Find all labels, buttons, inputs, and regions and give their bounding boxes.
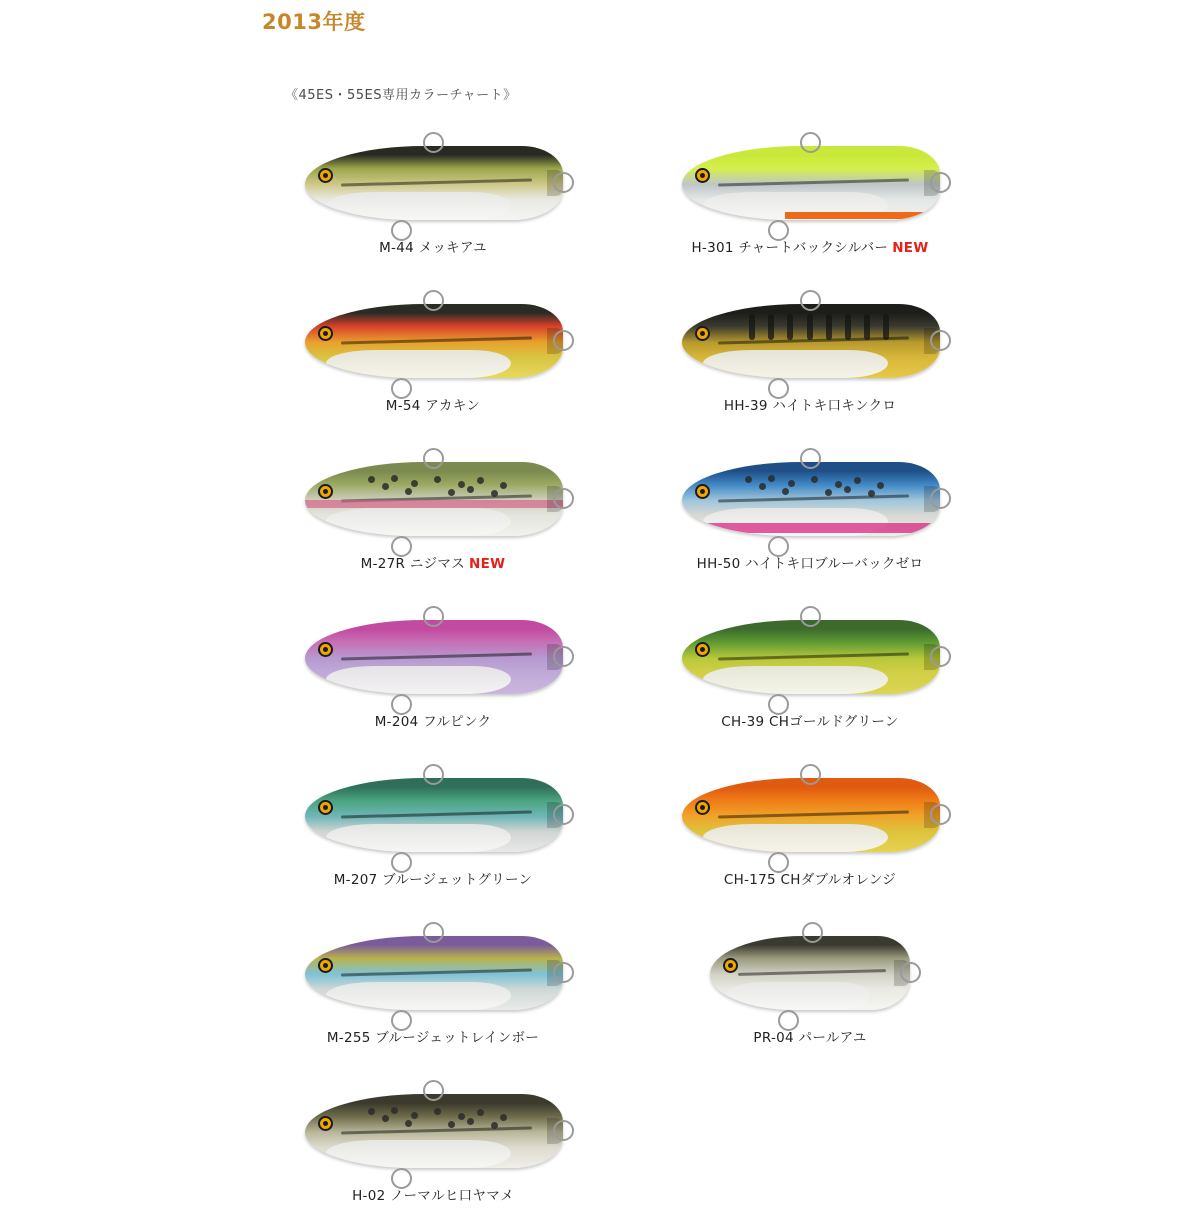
lure-cell	[645, 434, 975, 592]
split-ring-icon	[768, 220, 789, 241]
lure-cell	[645, 750, 975, 908]
split-ring-icon	[391, 1168, 412, 1189]
lure-body	[305, 462, 563, 536]
chart-note: 《45ES・55ES専用カラーチャート》	[285, 88, 517, 103]
lure-belly	[726, 982, 870, 1010]
eye-icon	[695, 800, 710, 815]
eye-icon	[318, 326, 333, 341]
lure-label	[268, 1026, 598, 1046]
eye-icon	[318, 1116, 333, 1131]
eye-icon	[723, 958, 738, 973]
side-band	[305, 500, 563, 508]
split-ring-icon	[930, 646, 951, 667]
lure-label	[645, 236, 975, 256]
split-ring-icon	[930, 804, 951, 825]
lure-belly	[326, 350, 512, 378]
lure-belly	[326, 508, 512, 536]
lure-body	[682, 462, 940, 536]
lure-illustration	[283, 276, 583, 394]
spot-pattern	[739, 474, 904, 501]
split-ring-icon	[930, 172, 951, 193]
split-ring-icon	[768, 852, 789, 873]
lateral-line	[718, 810, 909, 818]
split-ring-icon	[930, 330, 951, 351]
lure-belly	[326, 982, 512, 1010]
eye-icon	[695, 642, 710, 657]
lure-illustration	[283, 118, 583, 236]
lure-illustration	[660, 908, 960, 1026]
split-ring-icon	[391, 694, 412, 715]
split-ring-icon	[800, 606, 821, 627]
split-ring-icon	[800, 290, 821, 311]
lure-body-shape	[305, 620, 563, 694]
lure-body	[682, 304, 940, 378]
split-ring-icon	[553, 962, 574, 983]
lure-label	[645, 868, 975, 888]
eye-icon	[695, 484, 710, 499]
split-ring-icon	[391, 1010, 412, 1031]
lure-illustration	[283, 908, 583, 1026]
new-badge: NEW	[469, 556, 506, 572]
split-ring-icon	[423, 448, 444, 469]
lure-column-left	[268, 118, 598, 1224]
lure-cell	[645, 276, 975, 434]
split-ring-icon	[553, 330, 574, 351]
split-ring-icon	[553, 172, 574, 193]
lure-cell	[268, 908, 598, 1066]
lure-cell	[268, 434, 598, 592]
split-ring-icon	[391, 378, 412, 399]
split-ring-icon	[930, 488, 951, 509]
split-ring-icon	[553, 804, 574, 825]
lure-belly	[326, 666, 512, 694]
lure-body	[305, 1094, 563, 1168]
lure-belly	[326, 1140, 512, 1168]
lure-cell	[268, 276, 598, 434]
split-ring-icon	[553, 646, 574, 667]
split-ring-icon	[391, 536, 412, 557]
lure-cell	[268, 1066, 598, 1224]
lure-body-shape	[682, 778, 940, 852]
lure-body	[710, 936, 910, 1010]
lure-label	[268, 868, 598, 888]
lure-label-text: M-54 アカキン	[385, 398, 481, 414]
lateral-line	[718, 652, 909, 660]
lure-body-shape	[305, 146, 563, 220]
lure-body	[305, 146, 563, 220]
lure-illustration	[660, 434, 960, 552]
spot-pattern	[362, 1106, 527, 1133]
lure-label	[645, 710, 975, 730]
lure-illustration	[283, 592, 583, 710]
eye-icon	[695, 326, 710, 341]
lateral-line	[738, 969, 886, 976]
lure-body-shape	[682, 146, 940, 220]
lateral-line	[341, 810, 532, 818]
lure-belly	[703, 350, 889, 378]
eye-icon	[318, 484, 333, 499]
lure-body	[682, 778, 940, 852]
split-ring-icon	[423, 922, 444, 943]
lure-illustration	[660, 592, 960, 710]
lure-belly	[326, 192, 512, 220]
split-ring-icon	[900, 962, 921, 983]
lure-label-text: M-207 ブルージェットグリーン	[333, 872, 533, 888]
lure-cell	[645, 592, 975, 750]
lure-label	[268, 236, 598, 256]
lure-body-shape	[305, 778, 563, 852]
lure-body-shape	[305, 1094, 563, 1168]
lure-body	[305, 778, 563, 852]
split-ring-icon	[391, 220, 412, 241]
lure-label-text: HH-39 ハイトキ口キンクロ	[723, 398, 897, 414]
split-ring-icon	[423, 1080, 444, 1101]
lure-label-text: CH-175 CHダブルオレンジ	[723, 872, 897, 888]
lure-body-shape	[305, 936, 563, 1010]
lure-illustration	[283, 1066, 583, 1184]
lure-label	[268, 710, 598, 730]
lure-label-text: H-02 ノーマルヒ口ヤマメ	[352, 1188, 514, 1204]
split-ring-icon	[800, 764, 821, 785]
lure-belly	[326, 824, 512, 852]
lure-label-text: H-301 チャートバックシルバー	[691, 240, 889, 256]
split-ring-icon	[391, 852, 412, 873]
split-ring-icon	[802, 922, 823, 943]
lure-label	[268, 552, 598, 572]
lateral-line	[718, 178, 909, 186]
lure-body	[682, 146, 940, 220]
lure-label	[645, 1026, 975, 1046]
lure-illustration	[660, 276, 960, 394]
lure-label-text: PR-04 パールアユ	[753, 1030, 867, 1046]
lateral-line	[341, 178, 532, 186]
lure-body-shape	[682, 620, 940, 694]
eye-icon	[318, 800, 333, 815]
split-ring-icon	[423, 290, 444, 311]
lateral-line	[341, 968, 532, 976]
lure-label	[645, 552, 975, 572]
split-ring-icon	[800, 448, 821, 469]
lure-belly	[703, 824, 889, 852]
split-ring-icon	[768, 378, 789, 399]
eye-icon	[318, 642, 333, 657]
split-ring-icon	[553, 1120, 574, 1141]
lure-body	[305, 304, 563, 378]
belly-band	[785, 212, 935, 219]
lure-label-text: CH-39 CHゴールドグリーン	[721, 714, 899, 730]
lure-label	[268, 1184, 598, 1204]
eye-icon	[695, 168, 710, 183]
lure-cell	[645, 118, 975, 276]
lateral-line	[341, 652, 532, 660]
lure-body	[305, 936, 563, 1010]
lure-body-shape	[682, 304, 940, 378]
lure-cell	[268, 118, 598, 276]
split-ring-icon	[768, 536, 789, 557]
year-title: 2013年度	[262, 10, 366, 34]
split-ring-icon	[423, 606, 444, 627]
lure-illustration	[283, 750, 583, 868]
lure-body-shape	[305, 462, 563, 536]
lure-illustration	[660, 118, 960, 236]
spot-pattern	[362, 474, 527, 501]
lure-label-text: M-204 フルピンク	[374, 714, 492, 730]
split-ring-icon	[768, 694, 789, 715]
lure-body-shape	[305, 304, 563, 378]
lure-illustration	[283, 434, 583, 552]
lure-label-text: M-44 メッキアユ	[379, 240, 487, 256]
split-ring-icon	[778, 1010, 799, 1031]
lure-body-shape	[710, 936, 910, 1010]
split-ring-icon	[423, 132, 444, 153]
lure-label-text: M-27R ニジマス	[360, 556, 466, 572]
lateral-line	[341, 336, 532, 344]
lure-illustration	[660, 750, 960, 868]
new-badge: NEW	[892, 240, 929, 256]
lure-body	[305, 620, 563, 694]
lure-body-shape	[682, 462, 940, 536]
lure-label-text: M-255 ブルージェットレインボー	[326, 1030, 540, 1046]
split-ring-icon	[553, 488, 574, 509]
lure-label-text: HH-50 ハイトキ口ブルーバックゼロ	[696, 556, 924, 572]
lure-label	[268, 394, 598, 414]
eye-icon	[318, 958, 333, 973]
split-ring-icon	[800, 132, 821, 153]
bar-pattern	[749, 314, 909, 339]
eye-icon	[318, 168, 333, 183]
lure-cell	[645, 908, 975, 1066]
lure-body	[682, 620, 940, 694]
lure-column-right	[645, 118, 975, 1066]
split-ring-icon	[423, 764, 444, 785]
lure-belly	[703, 666, 889, 694]
lure-label	[645, 394, 975, 414]
side-band	[682, 523, 940, 533]
lure-cell	[268, 592, 598, 750]
lure-cell	[268, 750, 598, 908]
